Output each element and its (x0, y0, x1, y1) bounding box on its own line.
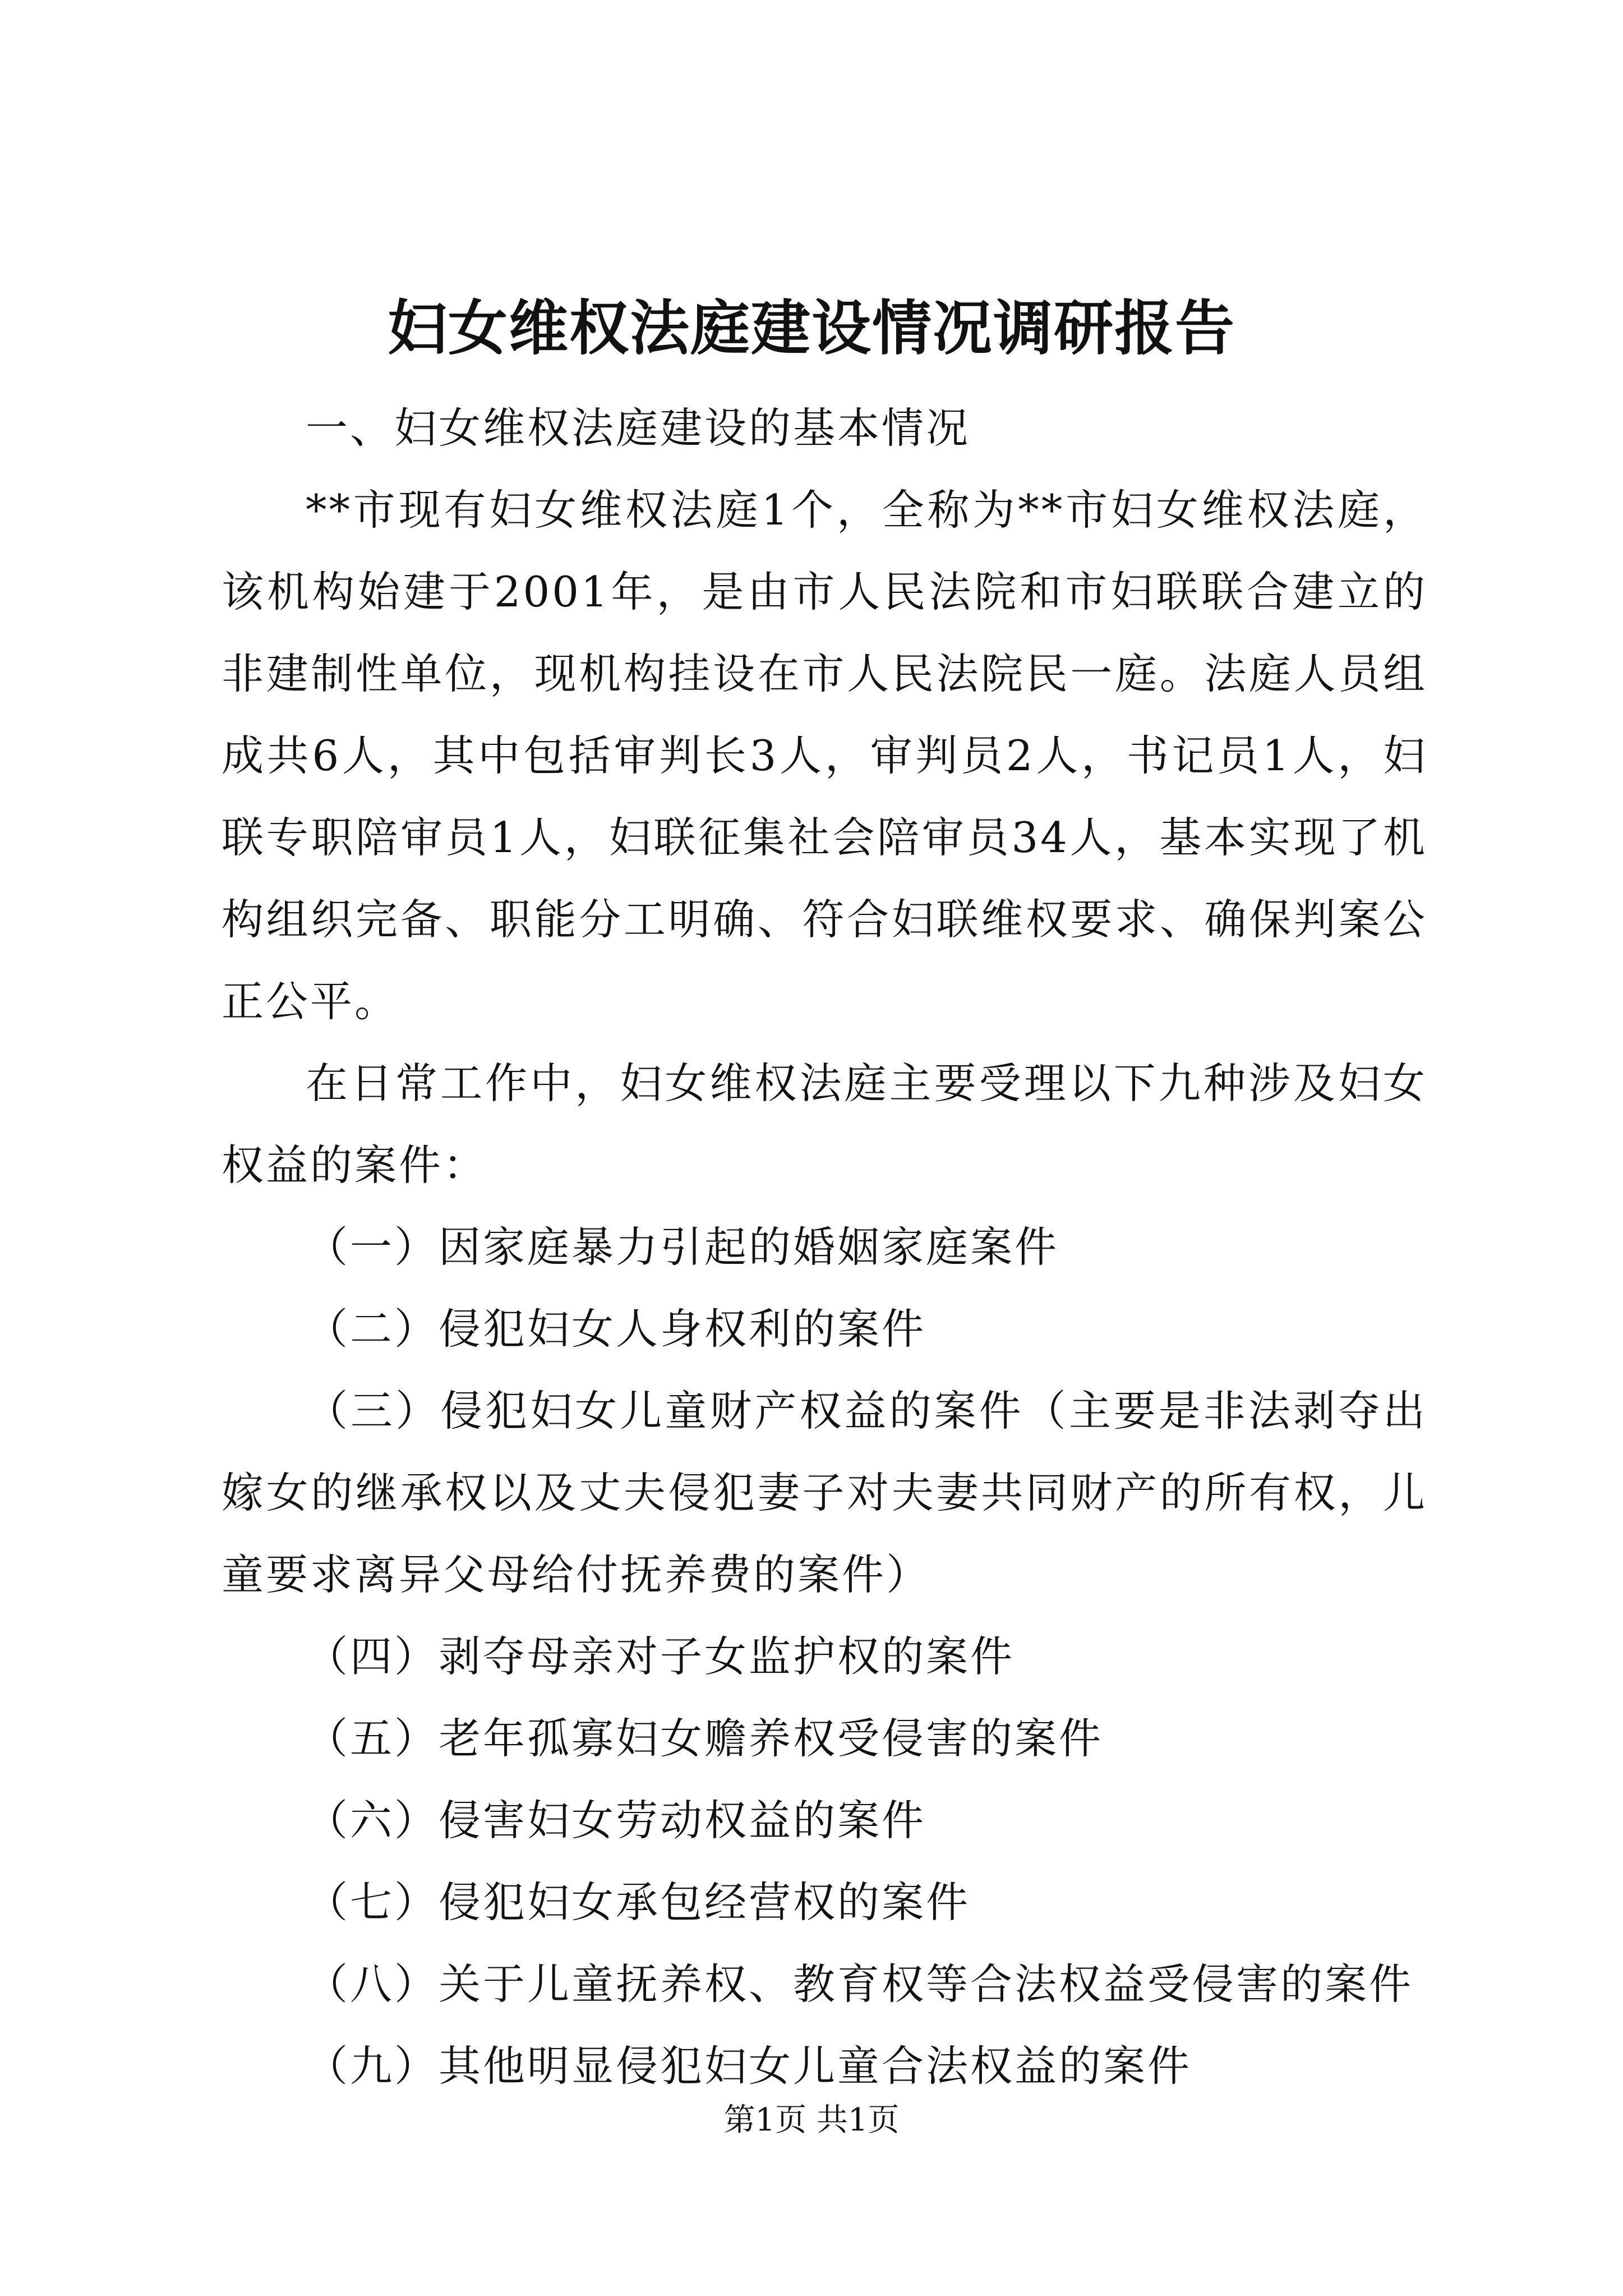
case-type-item: （七）侵犯妇女承包经营权的案件 (306, 1878, 971, 1927)
case-type-item: （六）侵害妇女劳动权益的案件 (306, 1796, 926, 1845)
document-title: 妇女维权法庭建设情况调研报告 (388, 293, 1235, 363)
case-type-item: （九）其他明显侵犯妇女儿童合法权益的案件 (306, 2041, 1192, 2091)
case-type-item: （四）剥夺母亲对子女监护权的案件 (306, 1632, 1015, 1681)
case-type-item: （八）关于儿童抚养权、教育权等合法权益受侵害的案件 (306, 1959, 1414, 2009)
case-type-item: （三）侵犯妇女儿童财产权益的案件（主要是非法剥夺出嫁女的继承权以及丈夫侵犯妻子对夫妻共同财产的所有权，儿童要求离异父母给付抚养费的案件） (222, 1386, 1427, 1599)
case-type-item: （二）侵犯妇女人身权利的案件 (306, 1304, 926, 1354)
case-type-item: （五）老年孤寡妇女赡养权受侵害的案件 (306, 1714, 1104, 1763)
paragraph-basic-info: **市现有妇女维权法庭1个，全称为**市妇女维权法庭，该机构始建于2001年，是由市人民法院和市妇联联合建立的非建制性单位，现机构挂设在市人民法院民一庭。法庭人员组成共6人，其中包括审判长3人，审判员2人，书记员1人，妇联专职陪审员1人，妇联征集社会陪审员34人，基本实现了机构组织完备、职能分工明确、符合妇联维权要求、确保判案公正公平。 (222, 485, 1427, 1026)
case-type-item: （一）因家庭暴力引起的婚姻家庭案件 (306, 1222, 1059, 1272)
document-body (222, 387, 1427, 2107)
page-footer: 第1页 共1页 (723, 2102, 900, 2138)
section-heading: 一、妇女维权法庭建设的基本情况 (306, 403, 971, 453)
paragraph-case-intro: 在日常工作中，妇女维权法庭主要受理以下九种涉及妇女权益的案件： (222, 1059, 1427, 1190)
